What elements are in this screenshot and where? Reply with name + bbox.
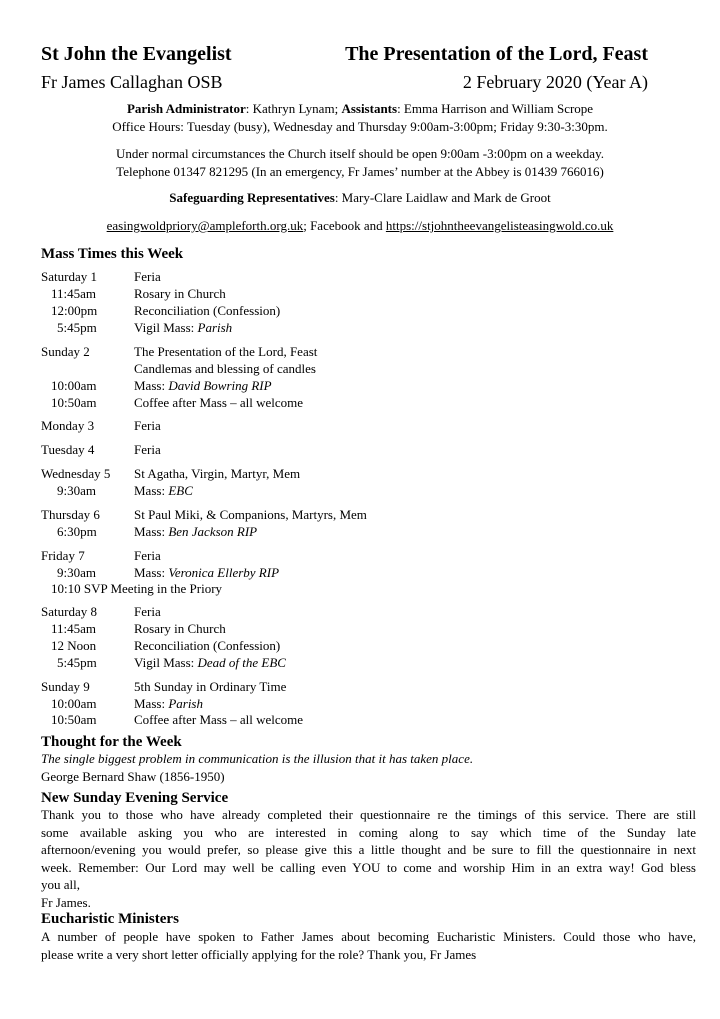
mass-day-time: 10:50am — [51, 395, 97, 410]
text-line: you all, — [41, 877, 80, 892]
thought-title: Thought for the Week — [41, 734, 182, 750]
quote-text: The single biggest problem in communication is the illusion that it has taken place. — [41, 751, 474, 766]
mass-event: The Presentation of the Lord, Feast — [134, 344, 318, 359]
mass-row — [0, 604, 720, 620]
mass-description — [134, 565, 279, 581]
open-hours: Under normal circumstances the Church itself should be open 9:00am -3:00pm on a weekday. — [116, 146, 604, 161]
mass-event: Feria — [134, 548, 161, 563]
mass-day-time: 10:50am — [51, 712, 97, 727]
mass-event: Reconciliation (Confession) — [134, 303, 281, 318]
mass-event: Rosary in Church — [134, 286, 226, 301]
mass-day-time: 11:45am — [51, 286, 97, 301]
assistants-label: Assistants — [341, 101, 398, 116]
evening-service-title: New Sunday Evening Service — [41, 790, 229, 806]
mass-row — [0, 320, 720, 336]
mass-event: Feria — [134, 418, 161, 433]
mass-description — [134, 604, 161, 620]
mass-event: St Paul Miki, & Companions, Martyrs, Mem — [134, 507, 367, 522]
mass-description — [134, 679, 286, 695]
mass-intention: David Bowring RIP — [168, 378, 272, 393]
ministers-text — [41, 928, 696, 963]
mass-event: Reconciliation (Confession) — [134, 638, 281, 653]
priest-name: Fr James Callaghan OSB — [41, 72, 223, 92]
mass-description — [134, 418, 161, 434]
mass-event: Mass: — [134, 696, 169, 711]
mass-description — [134, 621, 226, 637]
contact-line — [0, 218, 720, 234]
mass-description — [134, 395, 303, 411]
mass-day-time: 6:30pm — [57, 524, 97, 539]
mass-day-time: Tuesday 4 — [41, 442, 95, 457]
mass-row — [0, 565, 720, 581]
mass-row — [0, 655, 720, 671]
mass-day-time: 11:45am — [51, 621, 97, 636]
website-link[interactable]: https://stjohntheevangelisteasingwold.co.uk — [385, 218, 614, 233]
safeguarding-names: : Mary-Clare Laidlaw and Mark de Groot — [334, 190, 551, 205]
mass-row — [0, 418, 720, 434]
mass-description — [134, 483, 193, 499]
feast-title: The Presentation of the Lord, Feast — [345, 43, 648, 65]
email-link[interactable]: easingwoldpriory@ampleforth.org.uk — [106, 218, 304, 233]
mass-description — [134, 344, 317, 360]
mass-description — [134, 361, 316, 377]
mass-day-time: 10:00am — [51, 696, 97, 711]
mass-row — [0, 303, 720, 319]
mass-row — [0, 507, 720, 523]
mass-day-time: Monday 3 — [41, 418, 95, 433]
mass-day-time: 9:30am — [57, 483, 96, 498]
mass-intention: Parish — [197, 320, 233, 335]
mass-row — [0, 638, 720, 654]
mass-day-time: Sunday 2 — [41, 344, 90, 359]
mass-day-time: 5:45pm — [57, 320, 97, 335]
mass-description — [134, 303, 280, 319]
mass-description — [134, 712, 303, 728]
text-line: week. Remember: Our Lord may well be calling even YOU to come and worship Him in an extra way! God bless — [41, 859, 696, 875]
mass-intention: EBC — [168, 483, 193, 498]
mass-description — [134, 638, 280, 654]
mass-row — [0, 483, 720, 499]
mass-row — [0, 524, 720, 540]
mass-day-time: Saturday 8 — [41, 604, 97, 619]
ministers-title: Eucharistic Ministers — [41, 911, 179, 927]
mass-event: Mass: — [134, 565, 169, 580]
mass-row — [0, 395, 720, 411]
mass-row — [0, 378, 720, 394]
mass-row — [0, 344, 720, 360]
mass-event: Mass: — [134, 524, 169, 539]
mass-description — [134, 378, 272, 394]
mass-event: Candlemas and blessing of candles — [134, 361, 316, 376]
mass-intention: Parish — [168, 696, 203, 711]
mass-day-time: 10:00am — [51, 378, 97, 393]
church-name: St John the Evangelist — [41, 43, 232, 65]
mass-event: Rosary in Church — [134, 621, 226, 636]
mass-day-time: 5:45pm — [57, 655, 97, 670]
mass-day-time: 12:00pm — [51, 303, 98, 318]
mass-row — [0, 696, 720, 712]
mass-day-time: 9:30am — [57, 565, 96, 580]
text-line: some available asking you who are interested in coming along to say which time of the Sunday late — [41, 824, 696, 840]
mass-row — [0, 286, 720, 302]
telephone-line: Telephone 01347 821295 (In an emergency, Fr James’ number at the Abbey is 01439 766016) — [116, 164, 604, 179]
text-line: please write a very short letter officially applying for the role? Thank you, Fr James — [41, 946, 477, 962]
facebook-text: ; Facebook and — [303, 218, 386, 233]
mass-row — [0, 679, 720, 695]
text-line: Fr James. — [41, 894, 91, 910]
mass-description — [134, 696, 203, 712]
mass-row — [0, 442, 720, 458]
mass-row — [0, 621, 720, 637]
mass-event: 5th Sunday in Ordinary Time — [134, 679, 287, 694]
mass-intention: Dead of the EBC — [197, 655, 286, 670]
mass-day-time: Sunday 9 — [41, 679, 90, 694]
assistants-names: : Emma Harrison and William Scrope — [397, 101, 594, 116]
mass-day-time: 10:10 SVP Meeting in the Priory — [51, 581, 223, 596]
mass-event: Vigil Mass: — [134, 320, 198, 335]
mass-event: Coffee after Mass – all welcome — [134, 395, 304, 410]
mass-description — [134, 548, 161, 564]
mass-description — [134, 655, 286, 671]
mass-description — [134, 442, 161, 458]
admin-line — [0, 101, 720, 117]
mass-description — [134, 524, 257, 540]
mass-description — [134, 507, 367, 523]
thought-quote — [41, 751, 473, 767]
admin-label: Parish Administrator — [126, 101, 246, 116]
mass-intention: Veronica Ellerby RIP — [168, 565, 280, 580]
mass-description — [134, 286, 226, 302]
quote-author: George Bernard Shaw (1856-1950) — [41, 769, 225, 784]
mass-description — [134, 320, 232, 336]
mass-day-time: Wednesday 5 — [41, 466, 111, 481]
mass-day-time: 12 Noon — [51, 638, 97, 653]
mass-row — [0, 269, 720, 285]
mass-intention: Ben Jackson RIP — [168, 524, 258, 539]
issue-date: 2 February 2020 (Year A) — [462, 72, 648, 92]
mass-row — [0, 548, 720, 564]
mass-event: Feria — [134, 604, 161, 619]
admin-name: : Kathryn Lynam; — [245, 101, 342, 116]
mass-row — [0, 581, 720, 597]
mass-row — [0, 712, 720, 728]
mass-description — [134, 466, 300, 482]
text-line: Thank you to those who have already completed their questionnaire re the timings of this service. There are still — [41, 807, 696, 822]
mass-times-title: Mass Times this Week — [41, 246, 184, 262]
text-line: A number of people have spoken to Father James about becoming Eucharistic Ministers. Could those who have, — [41, 929, 696, 944]
mass-event: St Agatha, Virgin, Martyr, Mem — [134, 466, 301, 481]
mass-day-time: Saturday 1 — [41, 269, 97, 284]
mass-event: Vigil Mass: — [134, 655, 198, 670]
mass-event: Coffee after Mass – all welcome — [134, 712, 304, 727]
safeguarding-label: Safeguarding Representatives — [169, 190, 335, 205]
mass-day-time: Friday 7 — [41, 548, 85, 563]
office-hours: Office Hours: Tuesday (busy), Wednesday and Thursday 9:00am-3:00pm; Friday 9:30-3:30pm. — [112, 119, 608, 134]
mass-row — [0, 361, 720, 377]
mass-event: Mass: — [134, 378, 169, 393]
mass-row — [0, 466, 720, 482]
text-line: afternoon/evening you would prefer, so please give this a little thought and be sure to fill the questionnaire in next — [41, 842, 696, 857]
mass-description — [134, 269, 161, 285]
mass-event: Mass: — [134, 483, 169, 498]
mass-event: Feria — [134, 269, 161, 284]
mass-event: Feria — [134, 442, 161, 457]
mass-day-time: Thursday 6 — [41, 507, 100, 522]
evening-service-text — [41, 806, 696, 911]
safeguarding-line — [0, 190, 720, 206]
